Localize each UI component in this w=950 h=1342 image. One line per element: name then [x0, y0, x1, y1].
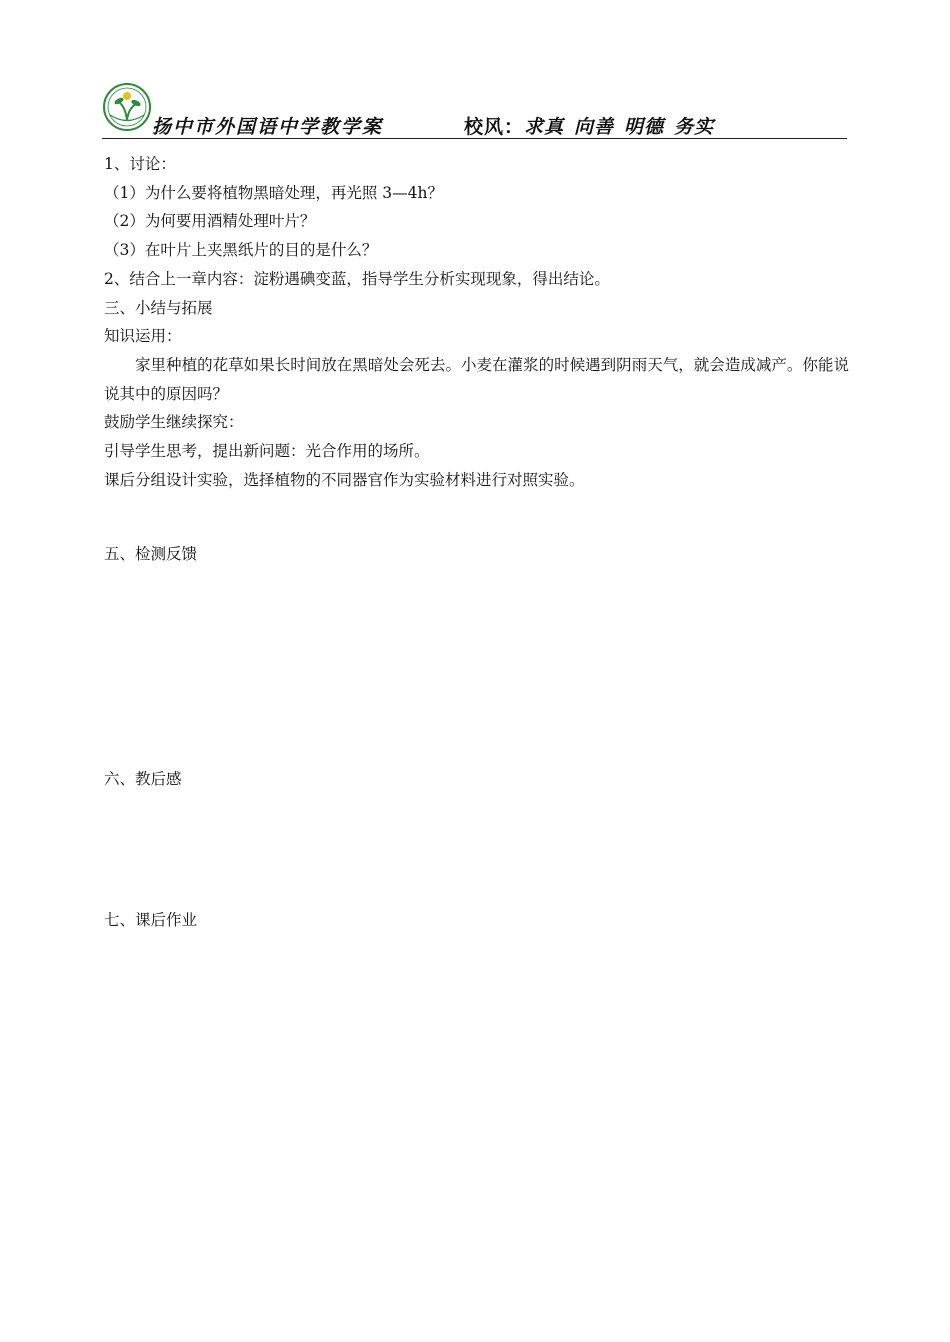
- school-motto: [464, 112, 724, 139]
- afterclass-line: 课后分组设计实验，选择植物的不同器官作为实验材料进行对照实验。: [104, 470, 585, 489]
- page-header: [102, 82, 847, 139]
- motto-word: 求真: [524, 116, 565, 138]
- school-logo-icon: [102, 82, 152, 132]
- guide-line: 引导学生思考，提出新问题：光合作用的场所。: [104, 442, 430, 461]
- discussion-title: 1、讨论：: [104, 155, 176, 173]
- knowledge-use-label: 知识运用：: [104, 327, 182, 346]
- school-name: 扬中市外国语中学教学案: [152, 116, 384, 138]
- section-heading-7: 七、课后作业: [104, 911, 198, 929]
- encourage-line: 鼓励学生继续探究：: [104, 413, 244, 432]
- motto-word: 务实: [674, 116, 715, 138]
- section-heading-5: 五、检测反馈: [104, 545, 198, 563]
- motto-word: 向善: [574, 116, 615, 138]
- motto-word: 明德: [624, 116, 665, 138]
- application-paragraph: 家里种植的花草如果长时间放在黑暗处会死去。小麦在灌浆的时候遇到阴雨天气，就会造成减产。你能说说其中的原因吗？: [104, 355, 849, 403]
- item-2: 2、结合上一章内容：淀粉遇碘变蓝，指导学生分析实现现象，得出结论。: [104, 269, 610, 288]
- question-1: （1）为什么要将植物黑暗处理，再光照 3—4h？: [104, 183, 443, 202]
- section-heading-3: 三、小结与拓展: [104, 298, 213, 317]
- motto-label: 校风：: [464, 116, 525, 138]
- question-2: （2）为何要用酒精处理叶片？: [104, 212, 316, 231]
- document-body: [104, 150, 849, 494]
- section-heading-6: 六、教后感: [104, 770, 182, 788]
- question-3: （3）在叶片上夹黑纸片的目的是什么？: [104, 241, 378, 260]
